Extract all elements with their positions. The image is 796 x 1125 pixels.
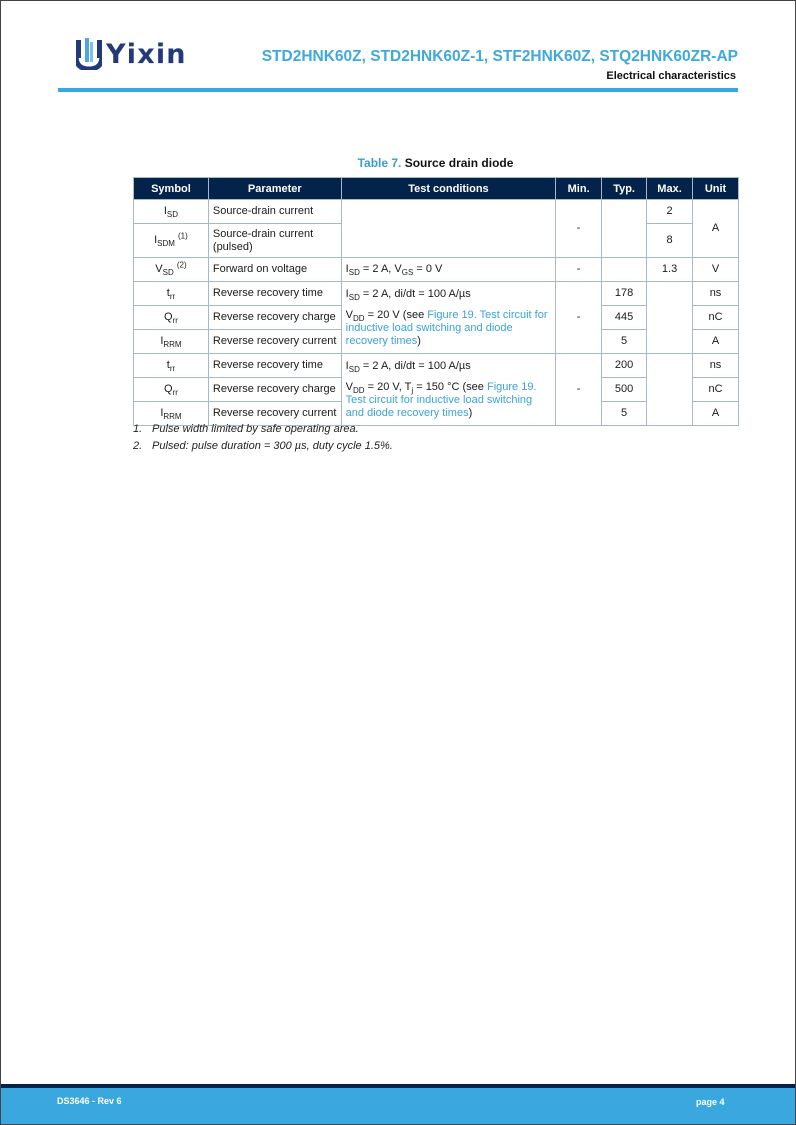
cond-text: V [345, 380, 354, 393]
note-text: Pulsed: pulse duration = 300 µs, duty cycle 1.5%. [152, 440, 393, 452]
table-row [134, 282, 739, 306]
cond-text: ) [468, 406, 473, 419]
symbol-text: I [160, 407, 164, 419]
symbol-cell [134, 224, 209, 258]
symbol-cell [134, 306, 209, 330]
max-cell: 1.3 [647, 258, 693, 282]
symbol-text: Q [164, 383, 173, 395]
typ-cell: 5 [602, 330, 647, 354]
parameter-cell: Forward on voltage [208, 258, 341, 282]
symbol-subscript: SD [162, 268, 174, 278]
symbol-subscript: SD [166, 210, 179, 220]
symbol-cell [134, 354, 209, 378]
typ-cell: 200 [602, 354, 647, 378]
symbol-text: I [154, 234, 158, 246]
cond-text: I [345, 263, 349, 275]
typ-cell [602, 200, 647, 258]
cond-subscript: SD [348, 292, 360, 302]
cond-text: = 2 A, V [359, 263, 402, 275]
typ-cell: 178 [602, 282, 647, 306]
cond-subscript: SD [348, 268, 360, 278]
typ-cell: 445 [602, 306, 647, 330]
parameter-cell: Reverse recovery time [208, 354, 341, 378]
symbol-subscript: rr [169, 364, 176, 374]
note-text: Pulse width limited by safe operating area. [152, 423, 359, 435]
parameter-cell: Reverse recovery charge [208, 378, 341, 402]
conditions-cell [341, 354, 556, 426]
logo-mark-icon [76, 38, 102, 70]
table-notes [133, 423, 393, 457]
cond-text: = 150 °C (see [413, 380, 487, 393]
cond-subscript: DD [353, 385, 365, 395]
cond-text: = 20 V, T [364, 380, 412, 393]
cond-text: = 0 V [413, 263, 443, 275]
table-caption [133, 156, 738, 170]
header-max: Max. [647, 178, 693, 200]
header-symbol: Symbol [134, 178, 209, 200]
conditions-cell [341, 258, 556, 282]
cond-subscript: SD [348, 364, 360, 374]
symbol-subscript: rr [169, 292, 176, 302]
symbol-text: t [166, 359, 170, 371]
cond-subscript: j [411, 385, 414, 395]
symbol-text: V [155, 263, 163, 275]
symbol-cell [134, 258, 209, 282]
symbol-text: Q [164, 311, 173, 323]
note-number: 1. [133, 423, 143, 435]
symbol-cell [134, 200, 209, 224]
unit-cell: A [693, 402, 739, 426]
footer-band [1, 1088, 795, 1124]
typ-cell [602, 258, 647, 282]
unit-cell: A [693, 200, 739, 258]
max-cell [647, 282, 693, 354]
symbol-text: I [160, 335, 164, 347]
max-cell [647, 354, 693, 426]
document-id: DS3646 - Rev 6 [57, 1096, 122, 1106]
conditions-cell [341, 282, 556, 354]
conditions-cell [341, 200, 556, 258]
table-number: Table 7. [357, 156, 402, 170]
unit-cell: nC [693, 378, 739, 402]
parameter-cell: Reverse recovery time [208, 282, 341, 306]
cond-text: = 2 A, di/dt = 100 A/µs [359, 359, 471, 372]
source-drain-diode-table [133, 177, 739, 426]
symbol-cell [134, 330, 209, 354]
min-cell: - [556, 200, 602, 258]
min-cell: - [556, 258, 602, 282]
page-number: page 4 [696, 1097, 725, 1107]
section-title: Electrical characteristics [606, 70, 736, 82]
unit-cell: ns [693, 282, 739, 306]
table-row [134, 258, 739, 282]
unit-cell: ns [693, 354, 739, 378]
cond-text: I [345, 359, 349, 372]
parameter-cell: Source-drain current (pulsed) [208, 224, 341, 258]
note-number: 2. [133, 440, 143, 452]
symbol-cell [134, 378, 209, 402]
typ-cell: 5 [602, 402, 647, 426]
cond-text: ) [417, 334, 421, 347]
header-typ: Typ. [602, 178, 647, 200]
cond-subscript: DD [353, 313, 365, 323]
figure-19-link[interactable]: Figure 19. Test circuit for inductive load switching and diode recovery times [345, 308, 548, 347]
table-title: Source drain diode [404, 156, 514, 170]
symbol-subscript: RRM [163, 412, 182, 422]
cond-subscript: GS [401, 268, 414, 278]
header-unit: Unit [693, 178, 739, 200]
symbol-text: I [163, 205, 167, 217]
symbol-text: t [166, 287, 170, 299]
min-cell: - [556, 354, 602, 426]
note-item [133, 423, 393, 435]
symbol-cell [134, 282, 209, 306]
unit-cell: V [693, 258, 739, 282]
parameter-cell: Source-drain current [208, 200, 341, 224]
symbol-subscript: rr [172, 316, 178, 326]
footnote-ref: (2) [176, 260, 187, 270]
parameter-cell: Reverse recovery current [208, 330, 341, 354]
footnote-ref: (1) [178, 231, 188, 241]
symbol-subscript: RRM [163, 340, 182, 350]
unit-cell: A [693, 330, 739, 354]
max-cell: 2 [647, 200, 693, 224]
cond-text: = 2 A, di/dt = 100 A/µs [359, 287, 471, 300]
min-cell: - [556, 282, 602, 354]
figure-19-link[interactable]: Figure 19. Test circuit for inductive load switching and diode recovery times [345, 380, 537, 419]
header-conditions: Test conditions [341, 178, 556, 200]
cond-text: I [345, 287, 349, 300]
unit-cell: nC [693, 306, 739, 330]
typ-cell: 500 [602, 378, 647, 402]
symbol-cell [134, 402, 209, 426]
symbol-subscript: SDM [157, 239, 175, 249]
company-logo [76, 38, 187, 70]
parameter-cell: Reverse recovery current [208, 402, 341, 426]
symbol-subscript: rr [172, 388, 178, 398]
table-row [134, 200, 739, 224]
note-item [133, 440, 393, 452]
header-rule [58, 88, 738, 92]
table-header-row [134, 178, 739, 200]
header-min: Min. [556, 178, 602, 200]
table-row [134, 354, 739, 378]
cond-text: V [345, 308, 354, 321]
logo-text: Yixin [106, 38, 187, 70]
parameter-cell: Reverse recovery charge [208, 306, 341, 330]
max-cell: 8 [647, 224, 693, 258]
cond-text: = 20 V (see [364, 308, 428, 321]
document-title: STD2HNK60Z, STD2HNK60Z-1, STF2HNK60Z, STQ2HNK60ZR-AP [261, 48, 738, 65]
header-parameter: Parameter [208, 178, 341, 200]
